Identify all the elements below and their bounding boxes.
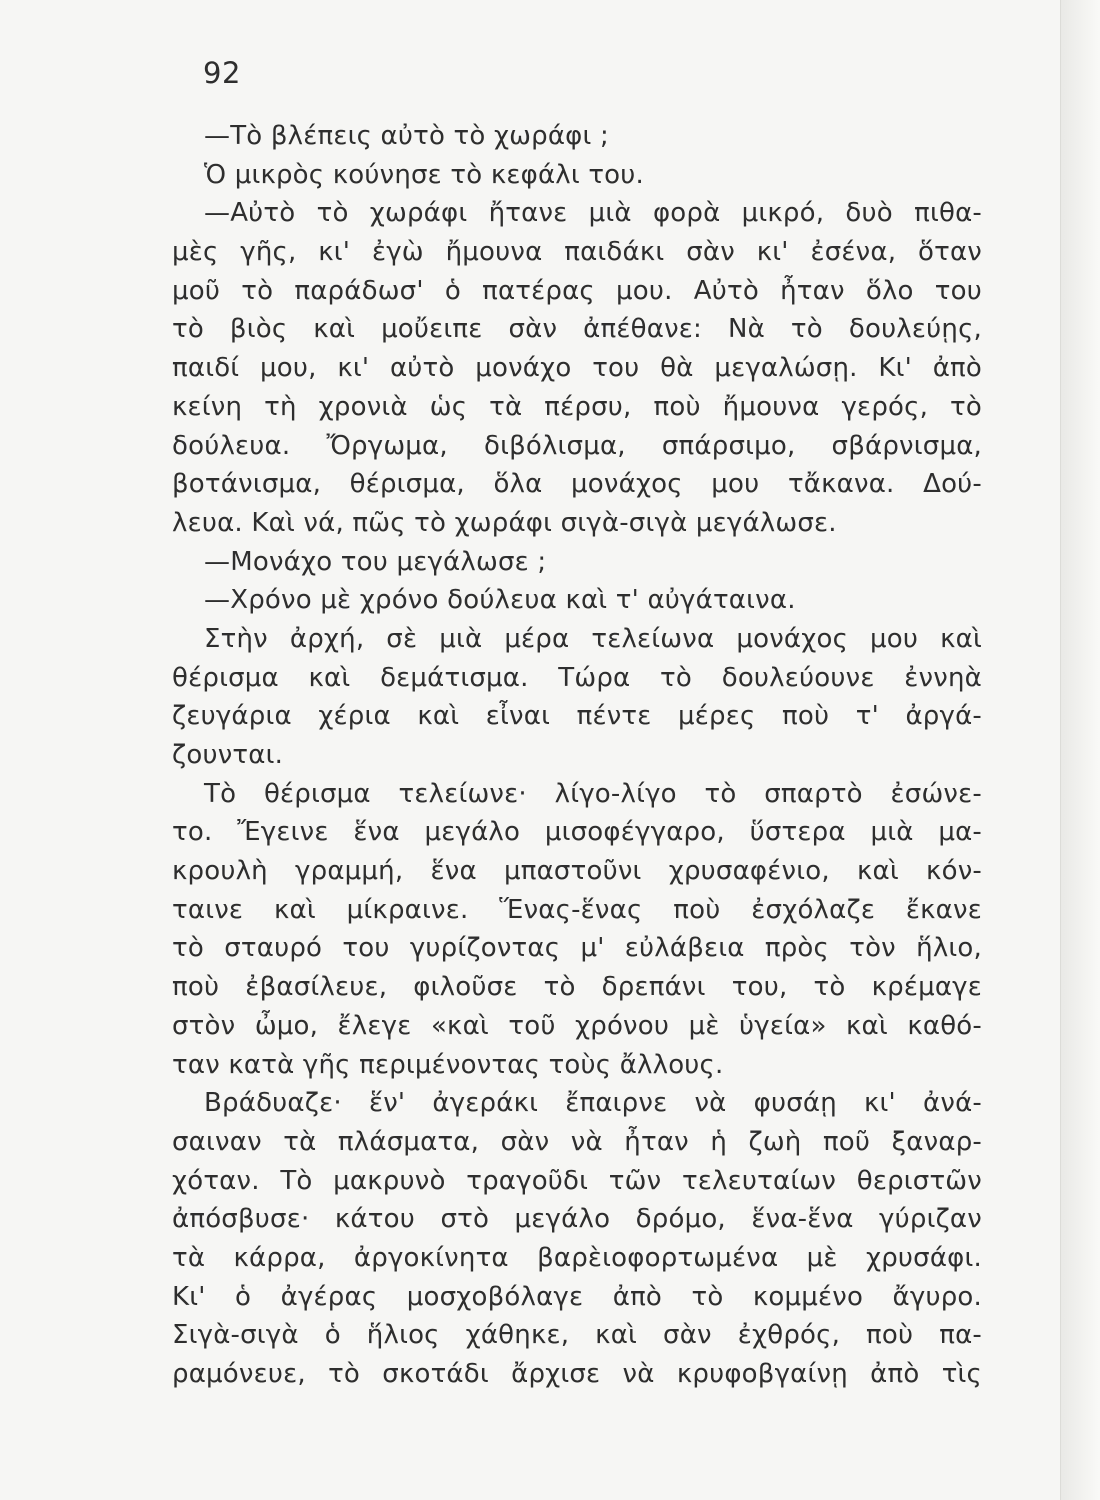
text-line: το. Ἔγεινε ἕνα μεγάλο μισοφέγγαρο, ὕστερα μιὰ μα-: [172, 817, 982, 848]
text-line: κρουλὴ γραμμή, ἕνα μπαστοῦνι χρυσαφένιο, καὶ κόν-: [172, 856, 982, 887]
page-edge: [1060, 0, 1100, 1500]
text-line: λευα. Καὶ νά, πῶς τὸ χωράφι σιγὰ-σιγὰ μεγάλωσε.: [172, 507, 837, 538]
page-number: 92: [203, 56, 241, 90]
text-line: μὲς γῆς, κι' ἐγὼ ἤμουνα παιδάκι σὰν κι' ἐσένα, ὅταν: [172, 237, 982, 268]
text-line: ἀπόσβυσε· κάτου στὸ μεγάλο δρόμο, ἕνα-ἕνα γύριζαν: [172, 1204, 982, 1235]
text-line: —Χρόνο μὲ χρόνο δούλευα καὶ τ' αὐγάταινα.: [204, 585, 796, 616]
text-line: δούλευα. Ὄργωμα, διβόλισμα, σπάρσιμο, σβάρνισμα,: [172, 430, 982, 461]
text-line: κείνη τὴ χρονιὰ ὡς τὰ πέρσυ, ποὺ ἤμουνα γερός, τὸ: [172, 391, 982, 422]
text-line: ποὺ ἐβασίλευε, φιλοῦσε τὸ δρεπάνι του, τὸ κρέμαγε: [172, 972, 982, 1003]
text-line: θέρισμα καὶ δεμάτισμα. Τώρα τὸ δουλεύουνε ἐννηὰ: [172, 662, 982, 693]
text-line: Κι' ὁ ἀγέρας μοσχοβόλαγε ἀπὸ τὸ κομμένο ἄγυρο.: [172, 1281, 982, 1312]
text-line: —Τὸ βλέπεις αὐτὸ τὸ χωράφι ;: [204, 121, 609, 151]
text-line: Βράδυαζε· ἕν' ἀγεράκι ἔπαιρνε νὰ φυσάῃ κι' ἀνά-: [204, 1088, 982, 1119]
text-line: —Αὐτὸ τὸ χωράφι ἤτανε μιὰ φορὰ μικρό, δυὸ πιθα-: [204, 198, 982, 229]
text-line: βοτάνισμα, θέρισμα, ὅλα μονάχος μου τἄκανα. Δού-: [172, 469, 982, 500]
text-line: Τὸ θέρισμα τελείωνε· λίγο-λίγο τὸ σπαρτὸ ἐσώνε-: [204, 778, 982, 809]
text-line: ζευγάρια χέρια καὶ εἶναι πέντε μέρες ποὺ τ' ἀργά-: [172, 701, 982, 732]
body-text: [172, 117, 982, 1394]
text-line: Στὴν ἀρχή, σὲ μιὰ μέρα τελείωνα μονάχος μου καὶ: [204, 623, 982, 654]
text-line: τὸ σταυρό του γυρίζοντας μ' εὐλάβεια πρὸς τὸν ἥλιο,: [172, 933, 982, 964]
text-line: μοῦ τὸ παράδωσ' ὁ πατέρας μου. Αὐτὸ ἦταν ὅλο του: [172, 275, 982, 306]
text-line: τὸ βιὸς καὶ μοὔειπε σὰν ἀπέθανε: Νὰ τὸ δουλεύῃς,: [172, 314, 982, 345]
text-line: παιδί μου, κι' αὐτὸ μονάχο του θὰ μεγαλώσῃ. Κι' ἀπὸ: [172, 353, 982, 384]
text-line: τὰ κάρρα, ἀργοκίνητα βαρὲιοφορτωμένα μὲ χρυσάφι.: [172, 1242, 982, 1273]
text-line: χόταν. Τὸ μακρυνὸ τραγοῦδι τῶν τελευταίων θεριστῶν: [172, 1165, 982, 1196]
text-line: Ὁ μικρὸς κούνησε τὸ κεφάλι του.: [204, 159, 644, 190]
text-line: —Μονάχο του μεγάλωσε ;: [204, 546, 547, 577]
text-line: ταινε καὶ μίκραινε. Ἕνας-ἕνας ποὺ ἐσχόλαζε ἔκανε: [172, 894, 982, 925]
text-line: στὸν ὦμο, ἔλεγε «καὶ τοῦ χρόνου μὲ ὑγεία» καὶ καθό-: [172, 1010, 982, 1041]
text-line: σαιναν τὰ πλάσματα, σὰν νὰ ἦταν ἡ ζωὴ ποῦ ξαναρ-: [172, 1126, 982, 1157]
text-line: ραμόνευε, τὸ σκοτάδι ἄρχισε νὰ κρυφοβγαίνῃ ἀπὸ τὶς: [172, 1359, 982, 1389]
text-line: Σιγὰ-σιγὰ ὁ ἥλιος χάθηκε, καὶ σὰν ἐχθρός, ποὺ πα-: [172, 1320, 982, 1351]
text-line: ταν κατὰ γῆς περιμένοντας τοὺς ἄλλους.: [172, 1049, 724, 1080]
text-line: ζουνται.: [172, 740, 284, 770]
